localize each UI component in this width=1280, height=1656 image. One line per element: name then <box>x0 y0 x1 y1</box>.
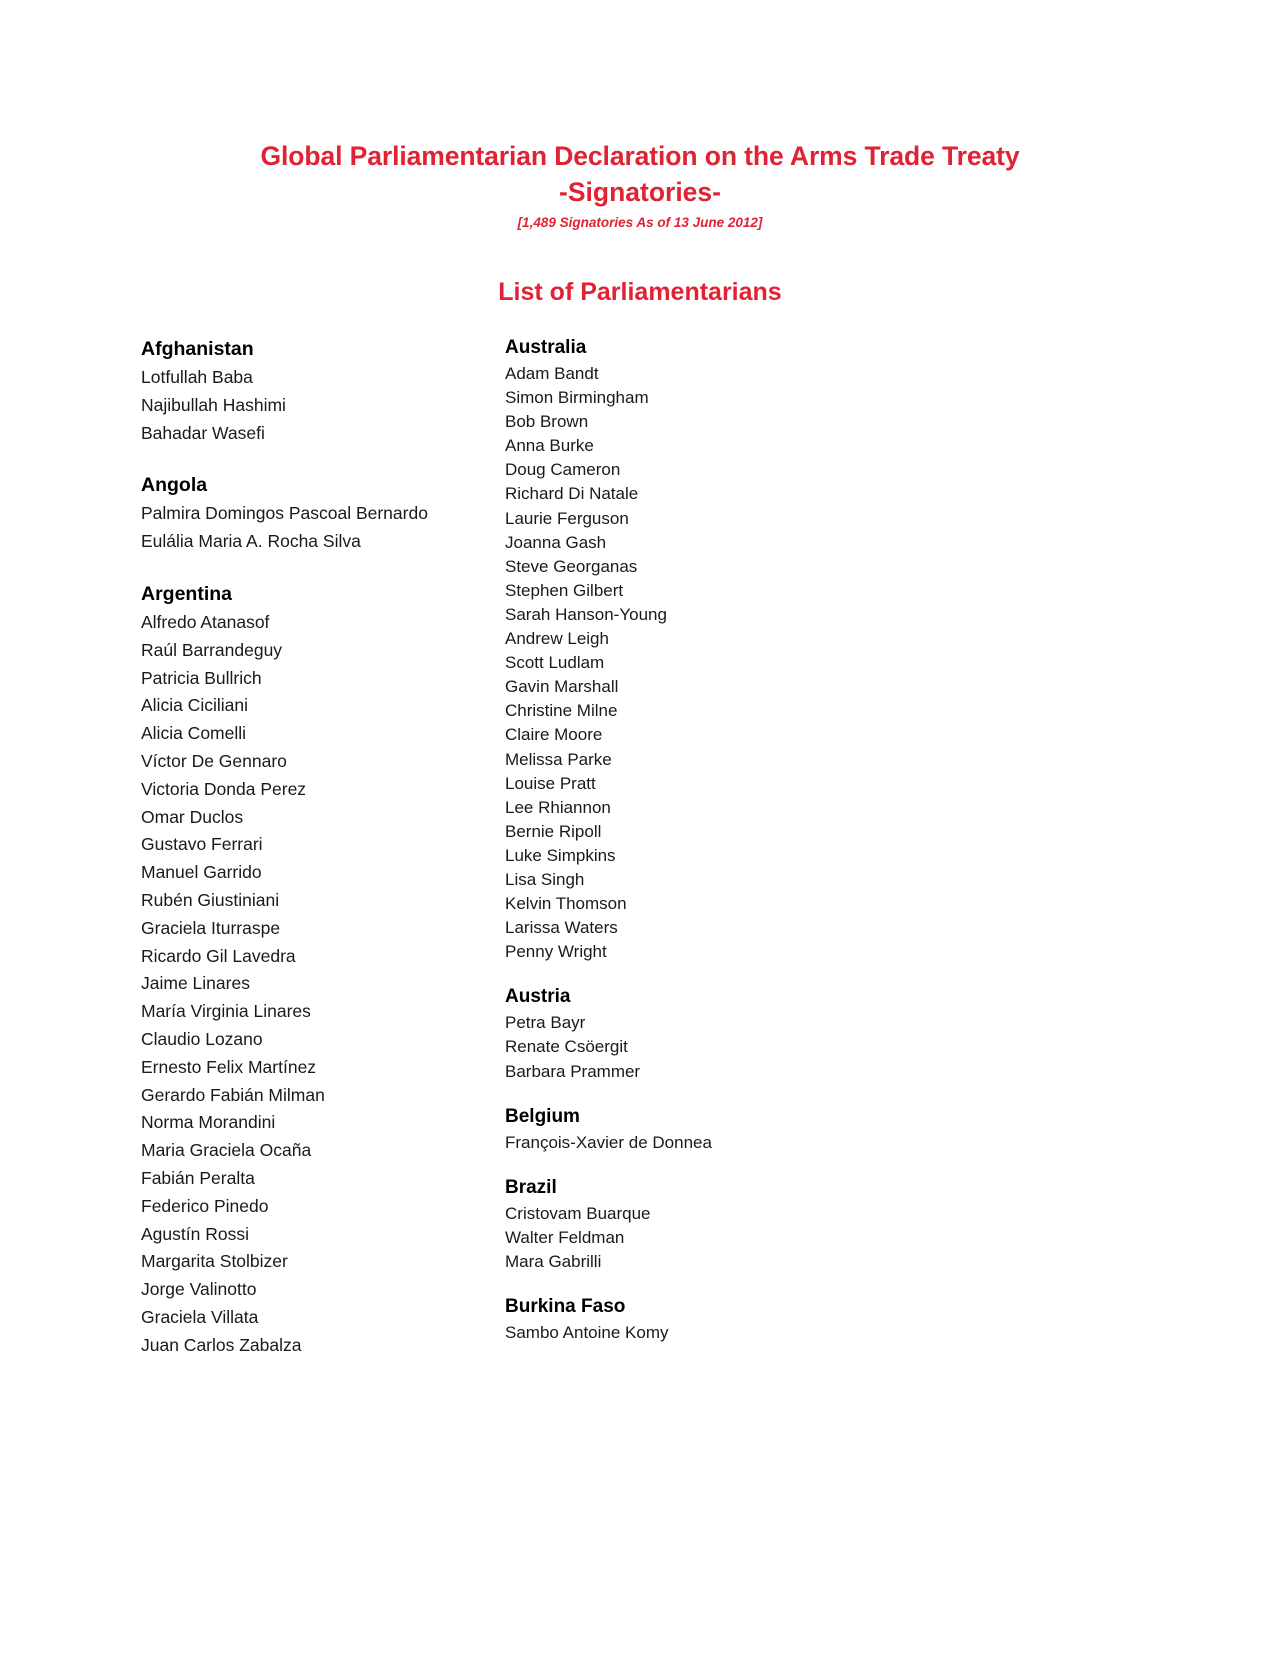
signatory-name: Richard Di Natale <box>505 484 639 504</box>
country-block <box>141 335 505 447</box>
signatory-name: Gustavo Ferrari <box>141 834 263 855</box>
country-heading: Brazil <box>505 1176 557 1198</box>
signatory-name: Norma Morandini <box>141 1112 276 1133</box>
signatory-name: Ricardo Gil Lavedra <box>141 945 296 966</box>
signatory-name: Bob Brown <box>505 412 589 432</box>
signatory-name: Sambo Antoine Komy <box>505 1323 669 1342</box>
country-heading: Belgium <box>505 1105 580 1127</box>
signatory-name: Scott Ludlam <box>505 653 605 673</box>
signatory-name: Kelvin Thomson <box>505 894 627 914</box>
signatory-name: Alicia Ciciliani <box>141 695 248 716</box>
signatory-name: Najibullah Hashimi <box>141 394 286 415</box>
country-heading: Burkina Faso <box>505 1296 626 1317</box>
signatory-name: Barbara Prammer <box>505 1061 641 1081</box>
signatory-name: Ernesto Felix Martínez <box>141 1056 317 1077</box>
document-header <box>0 0 1280 308</box>
country-block <box>505 1175 1065 1274</box>
signatory-name: Andrew Leigh <box>505 629 609 649</box>
signatory-name: Graciela Iturraspe <box>141 917 281 938</box>
signatory-name: Lee Rhiannon <box>505 797 611 817</box>
signatory-name: Claudio Lozano <box>141 1028 263 1049</box>
signatory-name: Alfredo Atanasof <box>141 611 270 632</box>
country-block <box>505 335 1065 964</box>
signatory-name: Stephen Gilbert <box>505 580 624 600</box>
signatory-name: Anna Burke <box>505 436 594 456</box>
signatory-name: François-Xavier de Donnea <box>505 1132 712 1152</box>
signatory-name: Lotfullah Baba <box>141 367 253 387</box>
signatory-name: Lisa Singh <box>505 869 585 889</box>
signatory-name: Federico Pinedo <box>141 1195 269 1216</box>
signatory-columns <box>0 335 1280 1365</box>
signatory-name: Christine Milne <box>505 701 618 721</box>
signatory-name: Renate Csöergit <box>505 1037 628 1057</box>
country-block <box>141 471 505 556</box>
document-subtitle: -Signatories- <box>559 177 721 207</box>
signatory-name: Mara Gabrilli <box>505 1251 602 1271</box>
signatory-name: Adam Bandt <box>505 364 599 383</box>
signatory-name: Bernie Ripoll <box>505 821 602 841</box>
signatories-count-note: [1,489 Signatories As of 13 June 2012] <box>517 215 763 230</box>
country-block <box>505 1104 1065 1155</box>
signatory-name: Margarita Stolbizer <box>141 1251 288 1272</box>
signatory-name: Fabián Peralta <box>141 1167 255 1188</box>
country-heading: Angola <box>141 474 208 497</box>
signatory-name: Cristovam Buarque <box>505 1203 651 1223</box>
signatory-name: Gerardo Fabián Milman <box>141 1084 325 1105</box>
signatory-name: Claire Moore <box>505 725 603 745</box>
signatory-name: Larissa Waters <box>505 918 618 938</box>
signatory-name: Eulália Maria A. Rocha Silva <box>141 531 361 552</box>
country-block <box>505 1294 1065 1345</box>
country-heading: Australia <box>505 337 587 358</box>
signatory-name: Gavin Marshall <box>505 677 619 697</box>
signatory-name: Petra Bayr <box>505 1013 586 1033</box>
signatory-name: Patricia Bullrich <box>141 667 262 688</box>
signatory-name: Luke Simpkins <box>505 845 616 865</box>
signatory-name: Víctor De Gennaro <box>141 750 287 771</box>
section-heading: List of Parliamentarians <box>498 278 782 306</box>
country-block <box>141 580 505 1360</box>
signatory-name: Jorge Valinotto <box>141 1279 257 1300</box>
signatory-name: Raúl Barrandeguy <box>141 639 283 660</box>
signatory-name: Melissa Parke <box>505 749 612 769</box>
signatory-name: Simon Birmingham <box>505 388 649 408</box>
signatory-name: Victoria Donda Perez <box>141 778 307 799</box>
signatory-name: Bahadar Wasefi <box>141 422 265 443</box>
country-heading: Argentina <box>141 582 233 605</box>
signatory-name: Graciela Villata <box>141 1306 259 1327</box>
signatory-name: Maria Graciela Ocaña <box>141 1140 312 1161</box>
country-heading: Austria <box>505 986 571 1008</box>
signatory-name: Manuel Garrido <box>141 862 262 883</box>
signatory-name: Palmira Domingos Pascoal Bernardo <box>141 503 428 524</box>
right-column <box>505 335 1065 1365</box>
signatory-name: María Virginia Linares <box>141 1001 311 1022</box>
signatory-name: Alicia Comelli <box>141 723 247 744</box>
document-title: Global Parliamentarian Declaration on the Arms Trade Treaty <box>260 141 1020 171</box>
signatory-name: Rubén Giustiniani <box>141 889 280 910</box>
signatory-name: Steve Georganas <box>505 556 638 576</box>
signatory-name: Laurie Ferguson <box>505 508 629 528</box>
signatory-name: Walter Feldman <box>505 1227 625 1247</box>
signatory-name: Louise Pratt <box>505 773 596 793</box>
signatory-name: Sarah Hanson-Young <box>505 604 667 624</box>
country-block <box>505 984 1065 1083</box>
signatory-name: Omar Duclos <box>141 806 244 827</box>
country-heading: Afghanistan <box>141 338 254 360</box>
signatory-name: Jaime Linares <box>141 973 250 994</box>
left-column <box>0 335 505 1360</box>
signatory-name: Agustín Rossi <box>141 1223 249 1244</box>
signatory-name: Joanna Gash <box>505 532 607 552</box>
signatory-name: Penny Wright <box>505 942 607 962</box>
signatory-name: Juan Carlos Zabalza <box>141 1334 302 1355</box>
signatory-name: Doug Cameron <box>505 460 621 480</box>
